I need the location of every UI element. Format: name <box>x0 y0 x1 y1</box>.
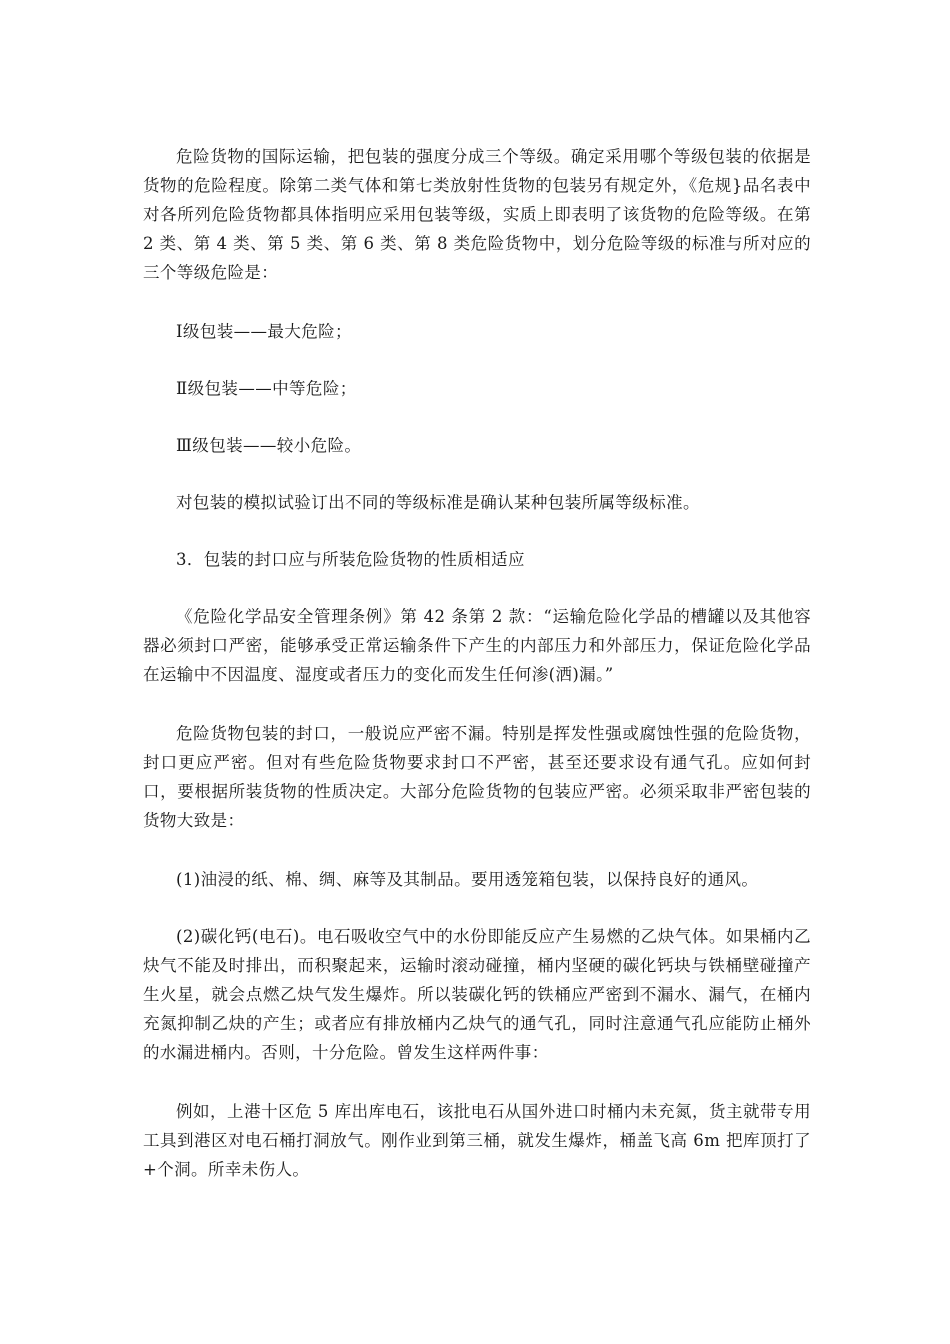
list-item-grade-2: Ⅱ级包装——中等危险； <box>176 379 357 398</box>
paragraph-example: 例如，上港十区危 5 库出库电石，该批电石从国外进口时桶内未充氮，货主就带专用工具到港区对电石桶打洞放气。刚作业到第三桶，就发生爆炸，桶盖飞高 6m 把库顶打了+个洞。所幸未伤人。 <box>143 1102 811 1179</box>
paragraph-regulation-quote: 《危险化学品安全管理条例》第 42 条第 2 款：“运输危险化学品的槽罐以及其他容器必须封口严密，能够承受正常运输条件下产生的内部压力和外部压力，保证危险化学品在运输中不因温度、湿度或者压力的变化而发生任何渗(洒)漏。” <box>143 607 811 684</box>
list-item-grade-3: Ⅲ级包装——较小危险。 <box>176 436 362 455</box>
list-item-1: (1)油浸的纸、棉、绸、麻等及其制品。要用透笼箱包装，以保持良好的通风。 <box>176 870 759 889</box>
document-body <box>143 142 811 1184</box>
paragraph-simulation-test: 对包装的模拟试验订出不同的等级标准是确认某种包装所属等级标准。 <box>176 493 700 512</box>
paragraph-packaging-grades: 危险货物的国际运输，把包装的强度分成三个等级。确定采用哪个等级包装的依据是货物的危险程度。除第二类气体和第七类放射性货物的包装另有规定外，《危规}品名表中对各所列危险货物都具体指明应采用包装等级，实质上即表明了该货物的危险等级。在第 2 类、第 4 类、第 5 类、第 6 类、第 8 类危险货物中，划分危险等级的标准与所对应的三个等级危险是： <box>143 147 811 282</box>
list-item-2: (2)碳化钙(电石)。电石吸收空气中的水份即能反应产生易燃的乙炔气体。如果桶内乙炔气不能及时排出，而积聚起来，运输时滚动碰撞，桶内坚硬的碳化钙块与铁桶壁碰撞产生火星，就会点燃乙炔气发生爆炸。所以装碳化钙的铁桶应严密到不漏水、漏气，在桶内充氮抑制乙炔的产生；或者应有排放桶内乙炔气的通气孔，同时注意通气孔应能防止桶外的水漏进桶内。否则，十分危险。曾发生这样两件事： <box>143 927 811 1062</box>
paragraph-sealing: 危险货物包装的封口，一般说应严密不漏。特别是挥发性强或腐蚀性强的危险货物，封口更应严密。但对有些危险货物要求封口不严密，甚至还要求设有通气孔。应如何封口，要根据所装货物的性质决定。大部分危险货物的包装应严密。必须采取非严密包装的货物大致是： <box>143 724 811 830</box>
section-heading-3: 3．包装的封口应与所装危险货物的性质相适应 <box>176 550 525 569</box>
list-item-grade-1: Ⅰ级包装——最大危险； <box>176 322 352 341</box>
